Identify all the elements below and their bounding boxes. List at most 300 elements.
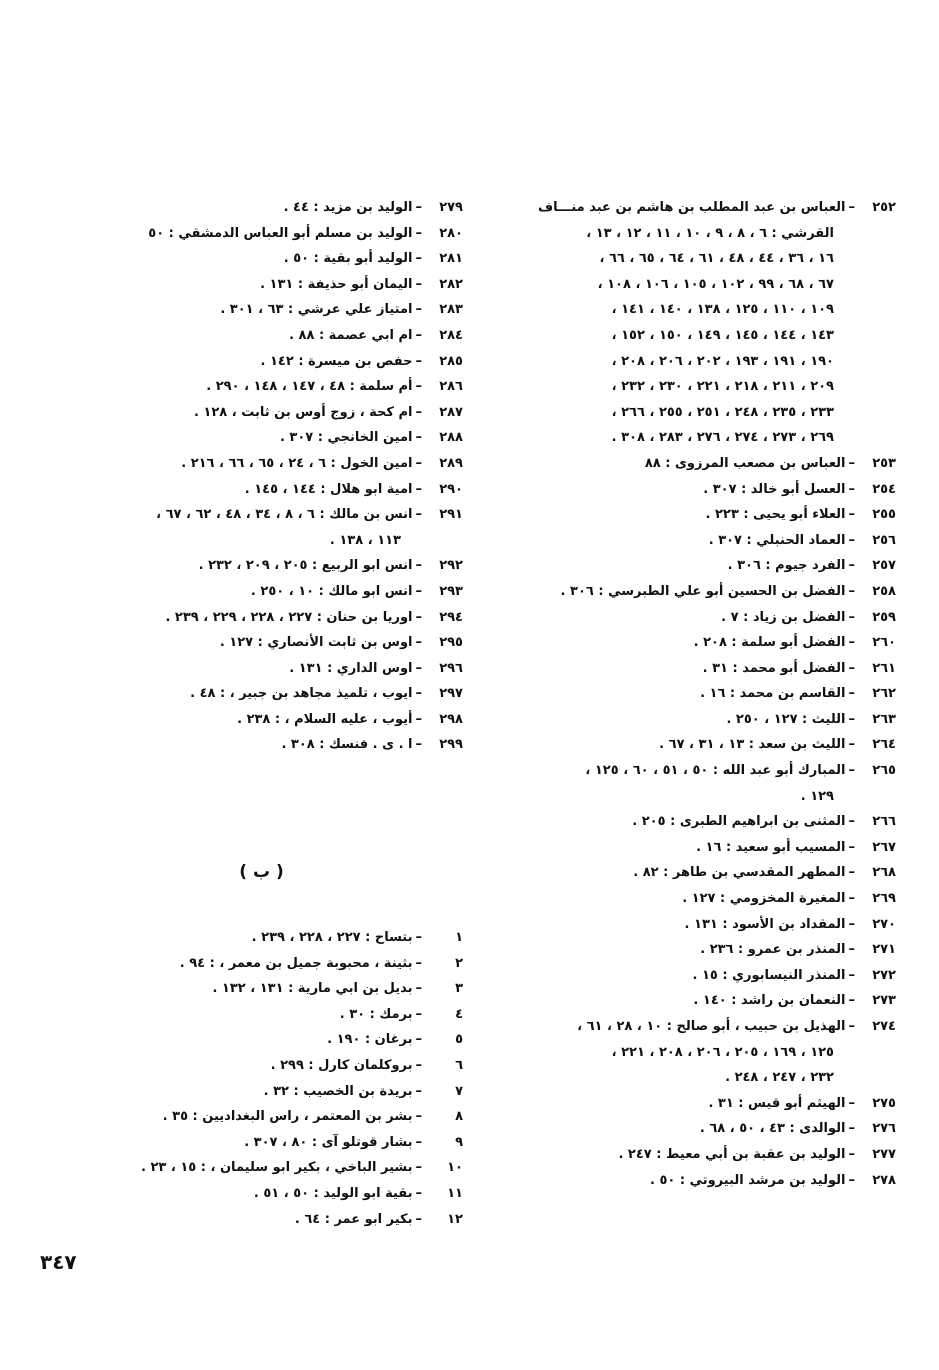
entry-text: الفضل بن زياد : ٧ . bbox=[721, 609, 846, 625]
index-entry bbox=[496, 988, 896, 1014]
entry-text: القاسم بن محمد : ١٦ . bbox=[700, 686, 846, 702]
entry-text: الوليد بن مرشد البيروتي : ٥٠ . bbox=[649, 1172, 846, 1188]
entry-text: أيوب ، عليه السلام ، : ٢٣٨ . bbox=[237, 711, 413, 727]
entry-dash: – bbox=[848, 455, 855, 471]
index-entry bbox=[60, 553, 463, 579]
index-entry bbox=[60, 374, 463, 400]
entry-number: ٢٨٥ bbox=[439, 353, 463, 369]
entry-number: ٢٥٤ bbox=[872, 481, 896, 497]
index-entry bbox=[60, 732, 463, 758]
index-entry bbox=[60, 272, 463, 298]
entry-text: العلاء أبو يحيى : ٢٢٣ . bbox=[705, 507, 846, 523]
entry-text: بروكلمان كارل : ٢٩٩ . bbox=[270, 1057, 413, 1073]
entry-dash: – bbox=[415, 353, 422, 369]
index-entry bbox=[496, 605, 896, 631]
entry-continuation-line bbox=[496, 374, 896, 400]
entry-number: ٢٦٨ bbox=[872, 865, 896, 881]
entry-line bbox=[60, 502, 463, 528]
entry-dash: – bbox=[848, 1121, 855, 1137]
index-entry bbox=[60, 579, 463, 605]
entry-dash: – bbox=[848, 686, 855, 702]
entry-number: ١١ bbox=[447, 1185, 463, 1201]
entry-dash: – bbox=[848, 942, 855, 958]
entry-text: بشير الباخي ، بكير ابو سليمان ، : ١٥ ، ٢٣ . bbox=[141, 1160, 413, 1176]
entry-dash: – bbox=[848, 660, 855, 676]
entry-line bbox=[60, 1181, 463, 1207]
index-entry bbox=[60, 1104, 463, 1130]
index-entry bbox=[60, 630, 463, 656]
entry-text: أم سلمة : ٤٨ ، ١٤٧ ، ١٤٨ ، ٢٩٠ . bbox=[206, 379, 413, 395]
entry-text: ١٢٩ . bbox=[800, 788, 834, 804]
entry-number: ٥ bbox=[455, 1032, 463, 1048]
entry-line bbox=[60, 605, 463, 631]
entry-line bbox=[496, 477, 896, 503]
entry-line bbox=[496, 451, 896, 477]
index-entry bbox=[60, 1027, 463, 1053]
index-entry bbox=[60, 681, 463, 707]
entry-continuation-line bbox=[496, 221, 896, 247]
index-entry bbox=[60, 246, 463, 272]
entry-continuation-line bbox=[496, 246, 896, 272]
entry-text: انس ابو مالك : ١٠ ، ٢٥٠ . bbox=[250, 583, 413, 599]
entry-text: بثينة ، محبوبة جميل بن معمر ، : ٩٤ . bbox=[179, 955, 413, 971]
entry-line bbox=[60, 374, 463, 400]
entry-number: ٢٦٩ bbox=[872, 891, 896, 907]
entry-line bbox=[60, 451, 463, 477]
entry-number: ٢٥٨ bbox=[872, 583, 896, 599]
entry-number: ٧ bbox=[455, 1083, 463, 1099]
entry-line bbox=[496, 681, 896, 707]
entry-text: الوليد بن مسلم أبو العباس الدمشقي : ٥٠ bbox=[148, 225, 413, 241]
entry-dash: – bbox=[848, 609, 855, 625]
entry-number: ٢٩٢ bbox=[439, 558, 463, 574]
entry-text: المثنى بن ابراهيم الطبرى : ٢٠٥ . bbox=[632, 814, 846, 830]
index-column-right bbox=[496, 195, 896, 1193]
entry-number: ٢٦٦ bbox=[872, 814, 896, 830]
entry-text: ١١٣ ، ١٣٨ . bbox=[329, 532, 401, 548]
entry-dash: – bbox=[848, 763, 855, 779]
entry-line bbox=[496, 656, 896, 682]
entry-number: ٢٨١ bbox=[439, 251, 463, 267]
entry-continuation-line bbox=[496, 1040, 896, 1066]
entry-line bbox=[60, 579, 463, 605]
entry-line bbox=[496, 758, 896, 784]
entry-line bbox=[60, 1104, 463, 1130]
entry-line bbox=[60, 1027, 463, 1053]
entry-dash: – bbox=[848, 583, 855, 599]
entry-line bbox=[496, 579, 896, 605]
entry-dash: – bbox=[415, 251, 422, 267]
entry-dash: – bbox=[848, 1172, 855, 1188]
entry-dash: – bbox=[415, 327, 422, 343]
index-entry bbox=[60, 195, 463, 221]
entry-text: ٢٦٩ ، ٢٧٣ ، ٢٧٤ ، ٢٧٦ ، ٢٨٣ ، ٣٠٨ . bbox=[611, 430, 834, 446]
entry-dash: – bbox=[848, 737, 855, 753]
entry-number: ٢٥٣ bbox=[872, 455, 896, 471]
entry-dash: – bbox=[848, 532, 855, 548]
entry-dash: – bbox=[415, 1109, 422, 1125]
entry-dash: – bbox=[848, 200, 855, 215]
entry-text: ١٢٥ ، ١٦٩ ، ٢٠٥ ، ٢٠٦ ، ٢٠٨ ، ٢٢١ ، bbox=[611, 1044, 834, 1060]
index-entry bbox=[60, 502, 463, 553]
index-entry bbox=[496, 528, 896, 554]
index-entry bbox=[496, 809, 896, 835]
entry-line bbox=[496, 912, 896, 938]
entry-number: ٢٦٢ bbox=[872, 686, 896, 702]
entry-text: امية ابو هلال : ١٤٤ ، ١٤٥ . bbox=[244, 481, 413, 497]
entry-number: ٢٧١ bbox=[872, 942, 896, 958]
entry-number: ٢٧٣ bbox=[872, 993, 896, 1009]
index-entry bbox=[60, 707, 463, 733]
entry-text: الليث : ١٢٧ ، ٢٥٠ . bbox=[726, 711, 846, 727]
entry-number: ٢٩٣ bbox=[439, 583, 463, 599]
entry-line bbox=[60, 323, 463, 349]
entry-number: ٢٦١ bbox=[872, 660, 896, 676]
entry-line bbox=[496, 605, 896, 631]
entry-dash: – bbox=[415, 1083, 422, 1099]
entry-line bbox=[60, 976, 463, 1002]
entry-dash: – bbox=[415, 1134, 422, 1150]
entry-line bbox=[496, 1091, 896, 1117]
index-column-left bbox=[60, 195, 463, 758]
entry-line bbox=[496, 1014, 896, 1040]
section-ba-header: ( ب ) bbox=[239, 862, 284, 882]
entry-dash: – bbox=[415, 711, 422, 727]
entry-text: امين الخول : ٦ ، ٢٤ ، ٦٥ ، ٦٦ ، ٢١٦ . bbox=[181, 455, 413, 471]
entry-text: المنذر النيسابوري : ١٥ . bbox=[692, 967, 846, 983]
entry-dash: – bbox=[848, 814, 855, 830]
index-column-section-ba bbox=[60, 925, 463, 1232]
entry-continuation-line bbox=[496, 425, 896, 451]
entry-line bbox=[60, 221, 463, 247]
index-entry bbox=[60, 451, 463, 477]
index-entry bbox=[60, 976, 463, 1002]
entry-number: ٢٦٥ bbox=[872, 763, 896, 779]
index-entry bbox=[496, 553, 896, 579]
entry-text: النعمان بن راشد : ١٤٠ . bbox=[693, 993, 846, 1009]
entry-line bbox=[60, 630, 463, 656]
entry-number: ٢٥٦ bbox=[872, 532, 896, 548]
entry-text: بشر بن المعتمر ، راس البغداديين : ٣٥ . bbox=[162, 1109, 413, 1125]
entry-text: امتياز علي عرشي : ٦٣ ، ٣٠١ . bbox=[220, 302, 413, 318]
entry-dash: – bbox=[415, 635, 422, 651]
page-number: ٣٤٧ bbox=[40, 1250, 77, 1274]
entry-number: ٢٩٨ bbox=[439, 711, 463, 727]
entry-text: القرشي : ٦ ، ٨ ، ٩ ، ١٠ ، ١١ ، ١٢ ، ١٣ ، bbox=[586, 225, 834, 241]
entry-line bbox=[60, 925, 463, 951]
index-entry bbox=[496, 860, 896, 886]
entry-line bbox=[60, 732, 463, 758]
index-entry bbox=[60, 221, 463, 247]
entry-number: ٢٧٩ bbox=[439, 200, 463, 215]
entry-dash: – bbox=[415, 1185, 422, 1201]
index-entry bbox=[496, 835, 896, 861]
entry-text: اوس بن ثابت الأنصاري : ١٢٧ . bbox=[219, 635, 413, 651]
entry-number: ٢٨٦ bbox=[439, 379, 463, 395]
entry-text: الوليد أبو بقية : ٥٠ . bbox=[283, 251, 413, 267]
index-entry bbox=[496, 195, 896, 451]
entry-number: ١٢ bbox=[447, 1211, 463, 1227]
entry-text: ايوب ، تلميذ مجاهد بن جبير ، : ٤٨ . bbox=[190, 686, 413, 702]
index-entry bbox=[60, 297, 463, 323]
entry-text: المسيب أبو سعيد : ١٦ . bbox=[696, 839, 846, 855]
index-entry bbox=[496, 1014, 896, 1091]
index-entry bbox=[496, 1168, 896, 1194]
entry-line bbox=[60, 1130, 463, 1156]
entry-number: ٢٩٤ bbox=[439, 609, 463, 625]
entry-text: ١٠٩ ، ١١٠ ، ١٢٥ ، ١٣٨ ، ١٤٠ ، ١٤١ ، bbox=[611, 302, 834, 318]
entry-text: الهذيل بن حبيب ، أبو صالح : ١٠ ، ٢٨ ، ٦١ ، bbox=[577, 1019, 846, 1034]
entry-text: المبارك أبو عبد الله : ٥٠ ، ٥١ ، ٦٠ ، ١٢٥ ، bbox=[585, 763, 846, 779]
entry-line bbox=[496, 886, 896, 912]
entry-text: ٢٣٢ ، ٢٤٧ ، ٢٤٨ . bbox=[725, 1070, 834, 1086]
index-entry bbox=[496, 732, 896, 758]
entry-number: ٤ bbox=[455, 1006, 463, 1022]
entry-dash: – bbox=[848, 1146, 855, 1162]
entry-text: ٢٠٩ ، ٢١١ ، ٢١٨ ، ٢٢١ ، ٢٣٠ ، ٢٣٢ ، bbox=[611, 379, 834, 395]
entry-line bbox=[496, 1168, 896, 1194]
entry-text: اوريا بن حنان : ٢٢٧ ، ٢٢٨ ، ٢٢٩ ، ٢٣٩ . bbox=[165, 609, 413, 625]
entry-text: بشار قوتلو آى : ٨٠ ، ٣٠٧ . bbox=[244, 1134, 413, 1150]
entry-text: العماد الحنبلي : ٣٠٧ . bbox=[708, 532, 846, 548]
entry-line bbox=[60, 1207, 463, 1233]
entry-continuation-line bbox=[496, 349, 896, 375]
entry-text: ٦٧ ، ٦٨ ، ٩٩ ، ١٠٢ ، ١٠٥ ، ١٠٦ ، ١٠٨ ، bbox=[597, 276, 834, 292]
index-entry bbox=[496, 963, 896, 989]
index-entry bbox=[496, 886, 896, 912]
entry-number: ٩ bbox=[455, 1134, 463, 1150]
index-entry bbox=[60, 1053, 463, 1079]
entry-text: الليث بن سعد : ١٣ ، ٣١ ، ٦٧ . bbox=[659, 737, 846, 753]
index-entry bbox=[496, 937, 896, 963]
entry-text: برمك : ٣٠ . bbox=[339, 1006, 413, 1022]
entry-number: ٢٦٧ bbox=[872, 839, 896, 855]
entry-number: ٢٨٧ bbox=[439, 404, 463, 420]
entry-line bbox=[496, 988, 896, 1014]
index-entry bbox=[60, 425, 463, 451]
entry-line bbox=[496, 835, 896, 861]
entry-number: ٢٥٩ bbox=[872, 609, 896, 625]
entry-dash: – bbox=[415, 955, 422, 971]
index-entry bbox=[496, 656, 896, 682]
entry-text: بقية ابو الوليد : ٥٠ ، ٥١ . bbox=[253, 1185, 413, 1201]
entry-text: الفرد جيوم : ٣٠٦ . bbox=[727, 558, 846, 574]
index-entry bbox=[60, 925, 463, 951]
entry-line bbox=[60, 297, 463, 323]
entry-line bbox=[60, 400, 463, 426]
entry-text: العباس بن مصعب المرزوى : ٨٨ bbox=[644, 455, 846, 471]
entry-number: ٦ bbox=[455, 1057, 463, 1073]
entry-text: انس ابو الربيع : ٢٠٥ ، ٢٠٩ ، ٢٣٢ . bbox=[198, 558, 413, 574]
entry-text: ٢٣٣ ، ٢٣٥ ، ٢٤٨ ، ٢٥١ ، ٢٥٥ ، ٢٦٦ ، bbox=[611, 404, 834, 420]
entry-number: ٢٧٢ bbox=[872, 967, 896, 983]
entry-dash: – bbox=[415, 430, 422, 446]
entry-text: ام ابي عصمة : ٨٨ . bbox=[289, 327, 413, 343]
entry-line bbox=[496, 732, 896, 758]
entry-number: ٢٩٩ bbox=[439, 737, 463, 753]
entry-dash: – bbox=[415, 981, 422, 997]
entry-line bbox=[60, 681, 463, 707]
entry-text: الفضل بن الحسين أبو علي الطبرسي : ٣٠٦ . bbox=[560, 583, 846, 599]
entry-number: ١ bbox=[455, 930, 463, 945]
entry-dash: – bbox=[848, 507, 855, 523]
entry-line bbox=[496, 1142, 896, 1168]
index-entry bbox=[60, 1155, 463, 1181]
entry-number: ٢٨٤ bbox=[439, 327, 463, 343]
index-entry bbox=[60, 400, 463, 426]
entry-text: برغان : ١٩٠ . bbox=[327, 1032, 413, 1048]
entry-dash: – bbox=[415, 404, 422, 420]
entry-line bbox=[60, 1079, 463, 1105]
entry-text: ١٤٣ ، ١٤٤ ، ١٤٥ ، ١٤٩ ، ١٥٠ ، ١٥٢ ، bbox=[611, 327, 834, 343]
entry-line bbox=[496, 937, 896, 963]
entry-number: ٢٩٧ bbox=[439, 686, 463, 702]
entry-dash: – bbox=[415, 686, 422, 702]
entry-number: ٢٨٨ bbox=[439, 430, 463, 446]
index-entry bbox=[496, 502, 896, 528]
index-entry bbox=[496, 1091, 896, 1117]
entry-dash: – bbox=[848, 481, 855, 497]
entry-text: المنذر بن عمرو : ٢٣٦ . bbox=[700, 942, 846, 958]
entry-continuation-line bbox=[496, 400, 896, 426]
entry-text: العباس بن عبد المطلب بن هاشم بن عبد منـــاف bbox=[538, 200, 846, 215]
entry-dash: – bbox=[848, 558, 855, 574]
index-entry bbox=[60, 1079, 463, 1105]
entry-line bbox=[60, 1053, 463, 1079]
entry-text: اوس الداري : ١٣١ . bbox=[289, 660, 413, 676]
entry-text: بكير ابو عمر : ٦٤ . bbox=[294, 1211, 413, 1227]
entry-dash: – bbox=[415, 225, 422, 241]
index-entry bbox=[60, 1002, 463, 1028]
index-entry bbox=[496, 681, 896, 707]
entry-line bbox=[496, 630, 896, 656]
index-entry bbox=[496, 707, 896, 733]
entry-text: المقداد بن الأسود : ١٣١ . bbox=[684, 916, 846, 932]
entry-text: امين الخانجي : ٣٠٧ . bbox=[279, 430, 413, 446]
entry-line bbox=[496, 528, 896, 554]
entry-line bbox=[496, 195, 896, 221]
entry-dash: – bbox=[415, 1160, 422, 1176]
entry-dash: – bbox=[415, 583, 422, 599]
entry-dash: – bbox=[415, 660, 422, 676]
entry-line bbox=[60, 1155, 463, 1181]
entry-dash: – bbox=[848, 891, 855, 907]
entry-text: بريدة بن الخصيب : ٣٢ . bbox=[263, 1083, 413, 1099]
entry-text: العسل أبو خالد : ٣٠٧ . bbox=[703, 481, 846, 497]
entry-continuation-line bbox=[60, 528, 463, 554]
entry-line bbox=[60, 349, 463, 375]
entry-line bbox=[60, 246, 463, 272]
index-entry bbox=[60, 1207, 463, 1233]
entry-line bbox=[496, 963, 896, 989]
entry-dash: – bbox=[415, 1032, 422, 1048]
index-entry bbox=[60, 349, 463, 375]
entry-text: حفص بن ميسرة : ١٤٢ . bbox=[260, 353, 413, 369]
entry-text: ١٦ ، ٣٦ ، ٤٤ ، ٤٨ ، ٦١ ، ٦٤ ، ٦٥ ، ٦٦ ، bbox=[599, 251, 834, 267]
entry-line bbox=[496, 1116, 896, 1142]
entry-text: الوليد بن عقبة بن أبي معيط : ٢٤٧ . bbox=[618, 1146, 846, 1162]
entry-dash: – bbox=[415, 507, 422, 523]
entry-line bbox=[496, 809, 896, 835]
entry-dash: – bbox=[415, 302, 422, 318]
entry-number: ٨ bbox=[455, 1109, 463, 1125]
entry-dash: – bbox=[848, 865, 855, 881]
entry-text: الهيثم أبو قيس : ٣١ . bbox=[708, 1095, 846, 1111]
entry-number: ٢٦٤ bbox=[872, 737, 896, 753]
entry-dash: – bbox=[415, 1006, 422, 1022]
entry-dash: – bbox=[415, 558, 422, 574]
entry-number: ٢٦٠ bbox=[872, 635, 896, 651]
entry-line bbox=[60, 553, 463, 579]
entry-line bbox=[496, 553, 896, 579]
index-entry bbox=[60, 1181, 463, 1207]
entry-number: ٣ bbox=[455, 981, 463, 997]
index-entry bbox=[496, 912, 896, 938]
entry-number: ٢٩٦ bbox=[439, 660, 463, 676]
entry-number: ٢٧٧ bbox=[872, 1146, 896, 1162]
entry-dash: – bbox=[848, 839, 855, 855]
entry-number: ٢٩١ bbox=[439, 507, 463, 523]
entry-line bbox=[496, 860, 896, 886]
entry-number: ٢٥٥ bbox=[872, 507, 896, 523]
entry-text: الوليد بن مزيد : ٤٤ . bbox=[283, 200, 413, 215]
entry-text: بتساح : ٢٢٧ ، ٢٢٨ ، ٢٣٩ . bbox=[251, 930, 413, 945]
entry-line bbox=[60, 477, 463, 503]
entry-text: الفضل أبو محمد : ٣١ . bbox=[702, 660, 846, 676]
entry-number: ٢٧٠ bbox=[872, 916, 896, 932]
entry-dash: – bbox=[415, 200, 422, 215]
entry-dash: – bbox=[415, 1057, 422, 1073]
entry-dash: – bbox=[848, 916, 855, 932]
entry-number: ٢٧٨ bbox=[872, 1172, 896, 1188]
entry-number: ٢٧٦ bbox=[872, 1121, 896, 1137]
index-entry bbox=[60, 1130, 463, 1156]
index-entry bbox=[496, 451, 896, 477]
entry-line bbox=[60, 195, 463, 221]
entry-text: الوالدى : ٤٣ ، ٥٠ ، ٦٨ . bbox=[699, 1121, 846, 1137]
entry-number: ٢٦٣ bbox=[872, 711, 896, 727]
index-entry bbox=[496, 1142, 896, 1168]
entry-number: ٢٧٤ bbox=[872, 1019, 896, 1034]
index-entry bbox=[496, 477, 896, 503]
entry-number: ٢٥٧ bbox=[872, 558, 896, 574]
entry-line bbox=[60, 425, 463, 451]
entry-line bbox=[496, 502, 896, 528]
entry-number: ٢٨٠ bbox=[439, 225, 463, 241]
entry-continuation-line bbox=[496, 1065, 896, 1091]
entry-number: ٢٩٠ bbox=[439, 481, 463, 497]
entry-line bbox=[496, 707, 896, 733]
entry-continuation-line bbox=[496, 784, 896, 810]
index-entry bbox=[60, 605, 463, 631]
entry-dash: – bbox=[415, 737, 422, 753]
entry-number: ٢٥٢ bbox=[872, 200, 896, 215]
entry-text: المطهر المقدسي بن طاهر : ٨٢ . bbox=[633, 865, 846, 881]
index-entry bbox=[60, 477, 463, 503]
entry-dash: – bbox=[848, 993, 855, 1009]
entry-line bbox=[60, 707, 463, 733]
entry-dash: – bbox=[848, 1095, 855, 1111]
entry-dash: – bbox=[848, 711, 855, 727]
entry-line bbox=[60, 656, 463, 682]
entry-number: ٢٨٣ bbox=[439, 302, 463, 318]
entry-dash: – bbox=[415, 930, 422, 945]
index-entry bbox=[496, 579, 896, 605]
entry-text: انس بن مالك : ٦ ، ٨ ، ٣٤ ، ٤٨ ، ٦٢ ، ٦٧ ، bbox=[156, 507, 413, 523]
entry-dash: – bbox=[415, 379, 422, 395]
index-entry bbox=[496, 758, 896, 809]
entry-dash: – bbox=[848, 967, 855, 983]
